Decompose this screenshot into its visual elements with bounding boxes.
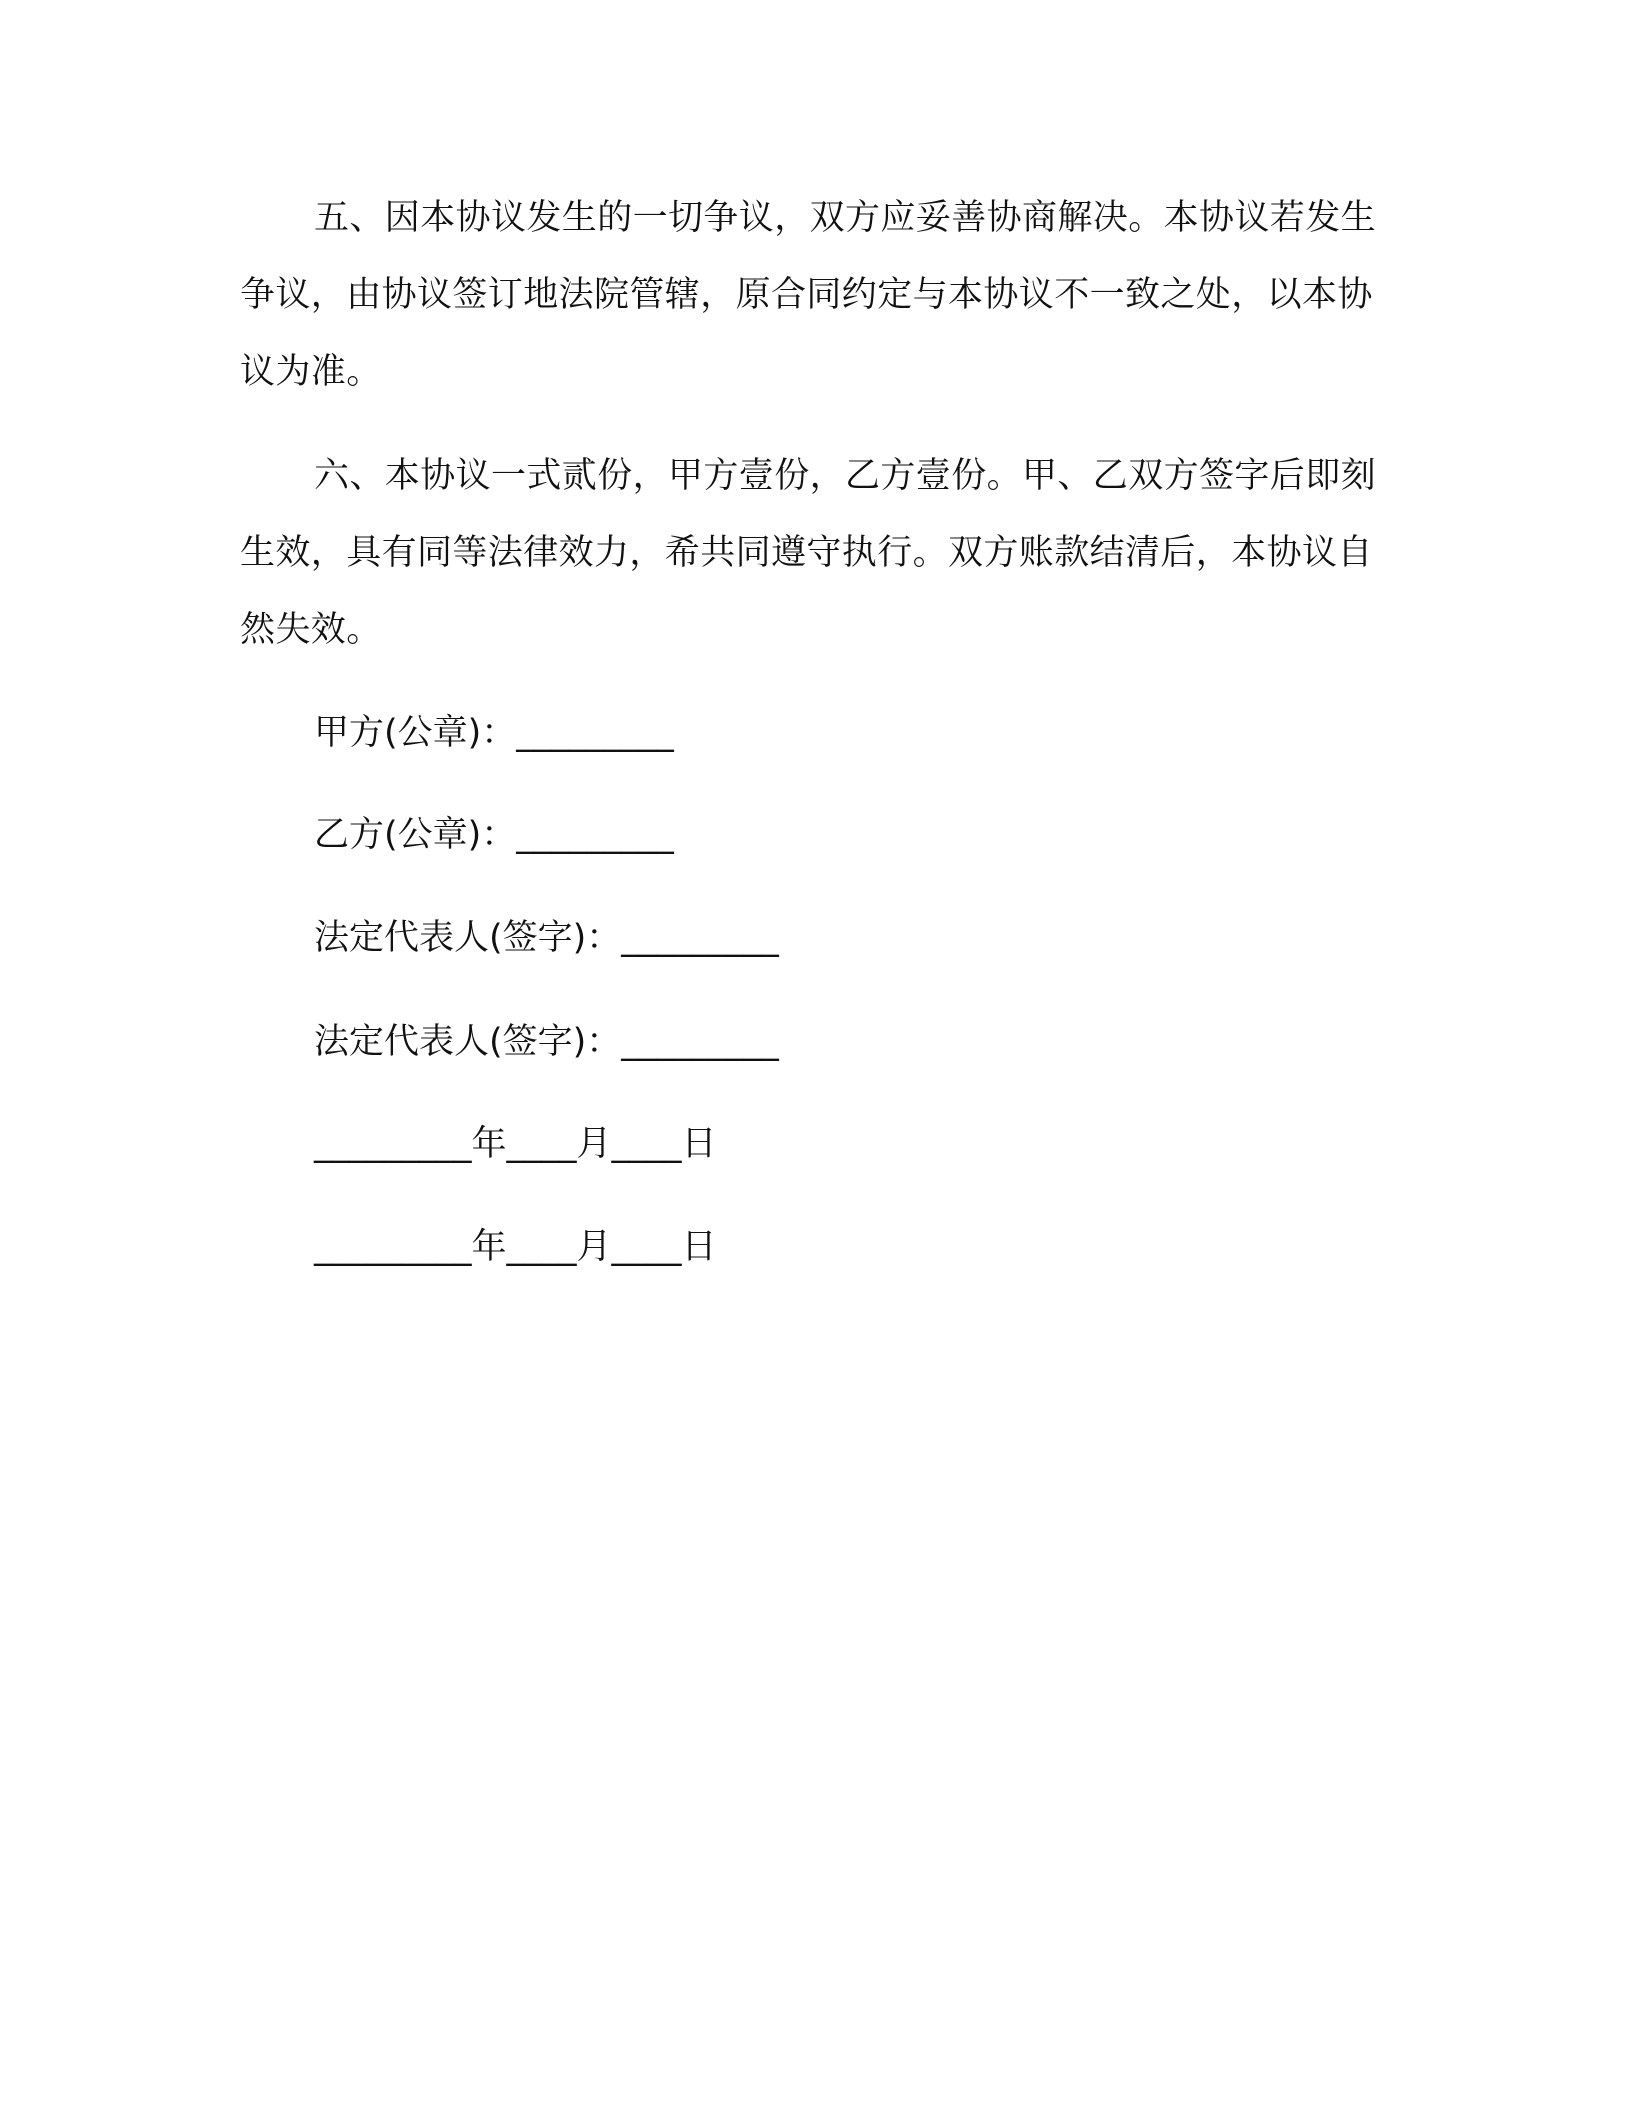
legal-representative-signature-line-1: 法定代表人(签字)：_________ <box>314 918 779 958</box>
party-a-seal-line: 甲方(公章)：_________ <box>314 713 674 753</box>
legal-representative-signature-line-2: 法定代表人(签字)：_________ <box>314 1022 779 1062</box>
date-line-2: _________年____月____日 <box>314 1227 717 1267</box>
party-b-seal-line: 乙方(公章)：_________ <box>314 815 674 855</box>
clause-five-paragraph: 五、因本协议发生的一切争议，双方应妥善协商解决。本协议若发生争议，由协议签订地法院管辖，原合同约定与本协议不一致之处，以本协议为准。 <box>240 198 1377 392</box>
clause-six-paragraph: 六、本协议一式贰份，甲方壹份，乙方壹份。甲、乙双方签字后即刻生效，具有同等法律效力，希共同遵守执行。双方账款结清后，本协议自然失效。 <box>240 456 1377 650</box>
date-line-1: _________年____月____日 <box>314 1124 717 1164</box>
